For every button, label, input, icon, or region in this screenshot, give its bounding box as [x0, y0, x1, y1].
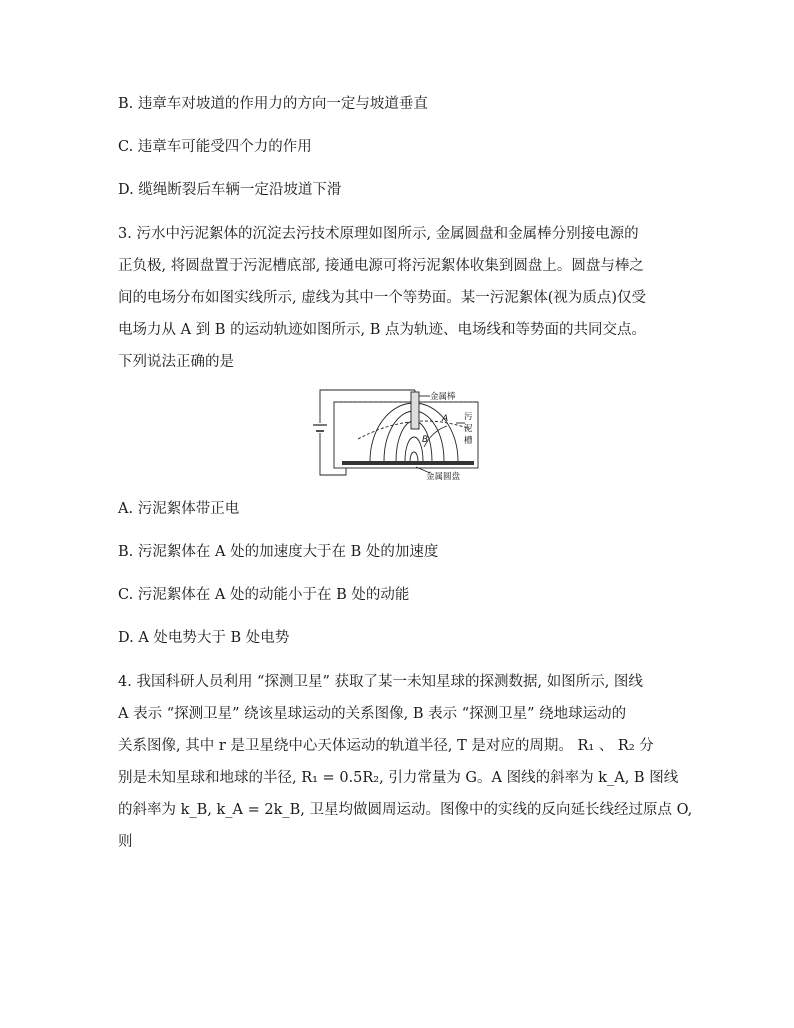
q3-line: 间的电场分布如图实线所示, 虚线为其中一个等势面。某一污泥絮体(视为质点)仅受	[118, 290, 647, 306]
q3-option-d: D. A 处电势大于 B 处电势	[118, 630, 290, 646]
q2-option-c: C. 违章车可能受四个力的作用	[118, 139, 312, 155]
label-tank-1: 污	[464, 412, 473, 422]
sludge-tank-diagram	[306, 389, 486, 494]
label-point-a: A	[442, 414, 449, 424]
label-metal-disk: 金属圆盘	[426, 472, 461, 482]
q2-option-b: B. 违章车对坡道的作用力的方向一定与坡道垂直	[118, 96, 428, 112]
q4-line: 关系图像, 其中 r 是卫星绕中心天体运动的轨道半径, T 是对应的周期。 R₁ 、 R₂ 分	[118, 738, 654, 754]
q4-line: A 表示 “探测卫星” 绕该星球运动的关系图像, B 表示 “探测卫星” 绕地球运动的	[118, 706, 627, 722]
q3-line: 3. 污水中污泥絮体的沉淀去污技术原理如图所示, 金属圆盘和金属棒分别接电源的	[118, 226, 639, 242]
question-3-stem	[118, 224, 683, 384]
q4-line: 则	[118, 834, 133, 850]
q3-option-b: B. 污泥絮体在 A 处的加速度大于在 B 处的加速度	[118, 544, 439, 560]
q3-line: 下列说法正确的是	[118, 354, 234, 370]
label-tank-3: 槽	[464, 436, 473, 446]
q3-option-c: C. 污泥絮体在 A 处的动能小于在 B 处的动能	[118, 587, 410, 603]
q3-option-a: A. 污泥絮体带正电	[118, 501, 240, 517]
label-point-b: B	[422, 435, 429, 445]
q4-line: 的斜率为 k_B, k_A = 2k_B, 卫星均做圆周运动。图像中的实线的反向延长线经过原点 O,	[118, 802, 693, 818]
q3-line: 正负极, 将圆盘置于污泥槽底部, 接通电源可将污泥絮体收集到圆盘上。圆盘与棒之	[118, 258, 644, 274]
q3-line: 电场力从 A 到 B 的运动轨迹如图所示, B 点为轨迹、电场线和等势面的共同交点。	[118, 322, 647, 338]
question-4-stem	[118, 672, 693, 864]
q4-line: 别是未知星球和地球的半径, R₁ = 0.5R₂, 引力常量为 G。A 图线的斜率为 k_A, B 图线	[118, 770, 679, 786]
label-metal-rod: 金属棒	[430, 392, 456, 402]
q2-option-d: D. 缆绳断裂后车辆一定沿坡道下滑	[118, 182, 342, 198]
label-tank-2: 泥	[464, 424, 473, 434]
q4-line: 4. 我国科研人员利用 “探测卫星” 获取了某一未知星球的探测数据, 如图所示, 图线	[118, 674, 643, 690]
